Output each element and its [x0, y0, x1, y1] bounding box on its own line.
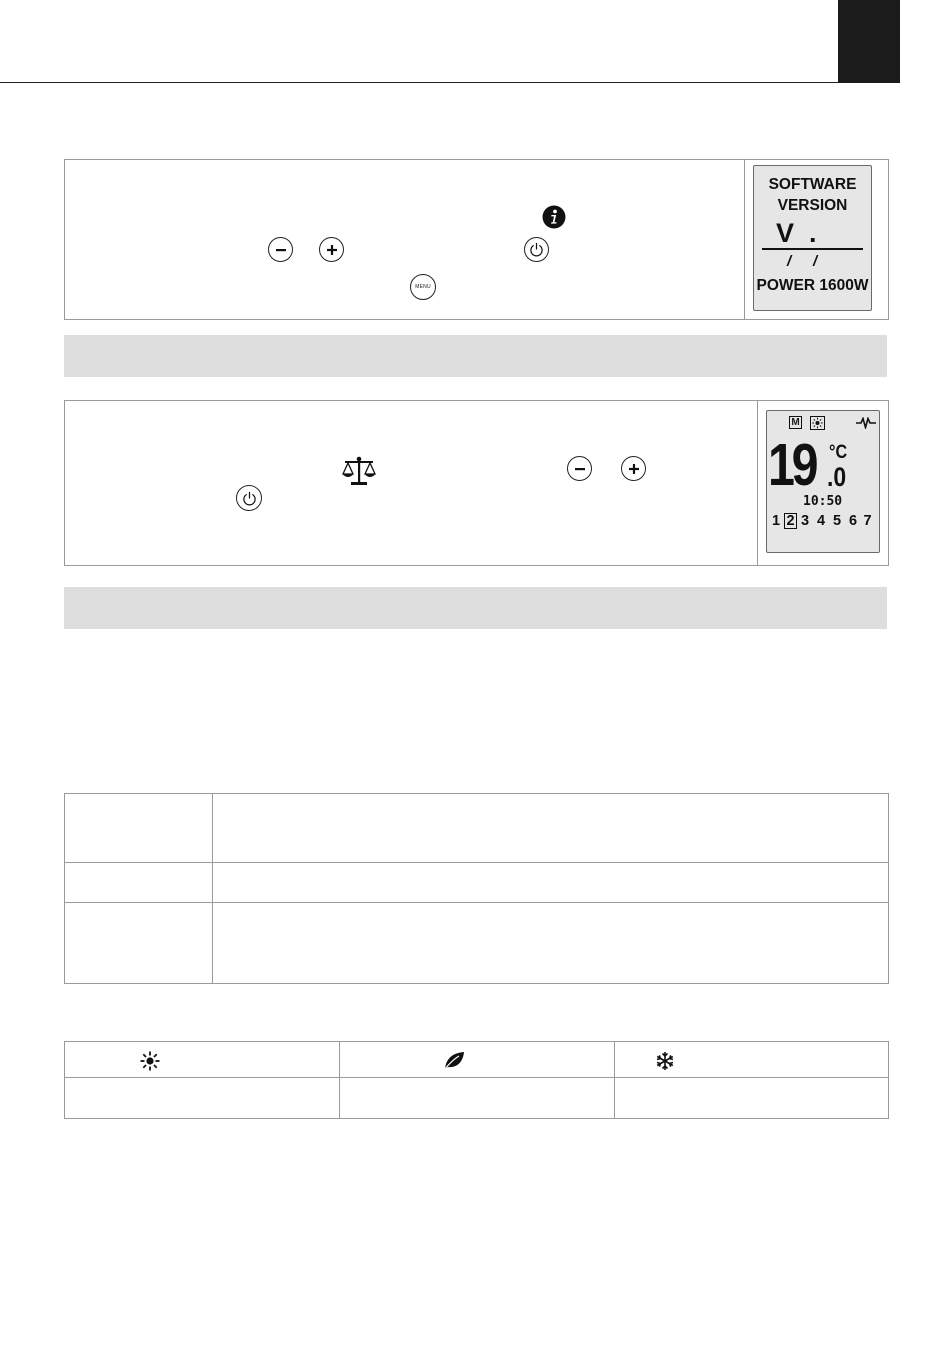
- power-button-icon: [236, 485, 262, 511]
- table-cell: [340, 1078, 615, 1119]
- info-table: [64, 793, 889, 984]
- table-cell: [213, 863, 889, 903]
- weekday-digit: 6: [848, 513, 858, 529]
- minus-button-icon: [567, 456, 592, 481]
- panel-divider: [757, 401, 758, 565]
- software-version-dot: .: [809, 218, 817, 248]
- software-date-separator-1: /: [787, 253, 792, 270]
- table-cell: [65, 903, 213, 984]
- info-icon: [542, 205, 566, 229]
- sun-icon: [140, 1051, 160, 1076]
- menu-button-label: MENU: [415, 284, 431, 290]
- table-row: [65, 1078, 889, 1119]
- leaf-icon: [443, 1051, 465, 1076]
- table-row: [65, 863, 889, 903]
- balance-scale-icon: [341, 455, 377, 489]
- table-cell: [213, 794, 889, 863]
- snowflake-icon: [655, 1051, 675, 1076]
- table-cell: [213, 903, 889, 984]
- mode-badge: M: [789, 416, 802, 429]
- table-row: [65, 794, 889, 863]
- table-cell: [615, 1078, 889, 1119]
- weekday-digit: 5: [832, 513, 842, 529]
- power-button-icon: [524, 237, 549, 262]
- menu-button-icon: [410, 274, 436, 300]
- weekday-digit: 1: [771, 513, 781, 529]
- temperature-decimal: .0: [827, 462, 847, 492]
- section-band-1: [64, 335, 887, 377]
- table-cell: [65, 794, 213, 863]
- temperature-integer: 19: [768, 432, 816, 498]
- table-cell: [65, 1078, 340, 1119]
- software-screen-line1: SOFTWARE: [768, 176, 857, 193]
- heating-element-icon: [856, 416, 876, 428]
- mode-icons-table: [64, 1041, 889, 1119]
- section-band-2: [64, 587, 887, 629]
- table-cell: [340, 1042, 615, 1078]
- software-date-separator-2: /: [813, 253, 818, 270]
- table-cell: [65, 1042, 340, 1078]
- table-row: [65, 1042, 889, 1078]
- minus-button-icon: [268, 237, 293, 262]
- header-rule: [0, 82, 900, 83]
- table-row: [65, 903, 889, 984]
- table-cell: [615, 1042, 889, 1078]
- software-screen-power: POWER 1600W: [756, 277, 869, 294]
- weekday-digit: 3: [800, 513, 810, 529]
- chapter-tab: [838, 0, 900, 83]
- software-screen-rule: [762, 248, 863, 250]
- weekday-digit: 7: [863, 513, 872, 529]
- clock-time: 10:50: [803, 494, 843, 509]
- panel-divider: [744, 160, 745, 319]
- plus-button-icon: [319, 237, 344, 262]
- table-cell: [65, 863, 213, 903]
- weekday-digit: 4: [816, 513, 826, 529]
- temperature-unit: °C: [829, 442, 848, 463]
- software-version-prefix: V: [776, 218, 795, 248]
- sun-mode-icon: [810, 416, 825, 430]
- software-screen-line2: VERSION: [777, 197, 848, 214]
- plus-button-icon: [621, 456, 646, 481]
- weekday-digit-selected: 2: [784, 513, 797, 529]
- weekday-row: [768, 512, 880, 530]
